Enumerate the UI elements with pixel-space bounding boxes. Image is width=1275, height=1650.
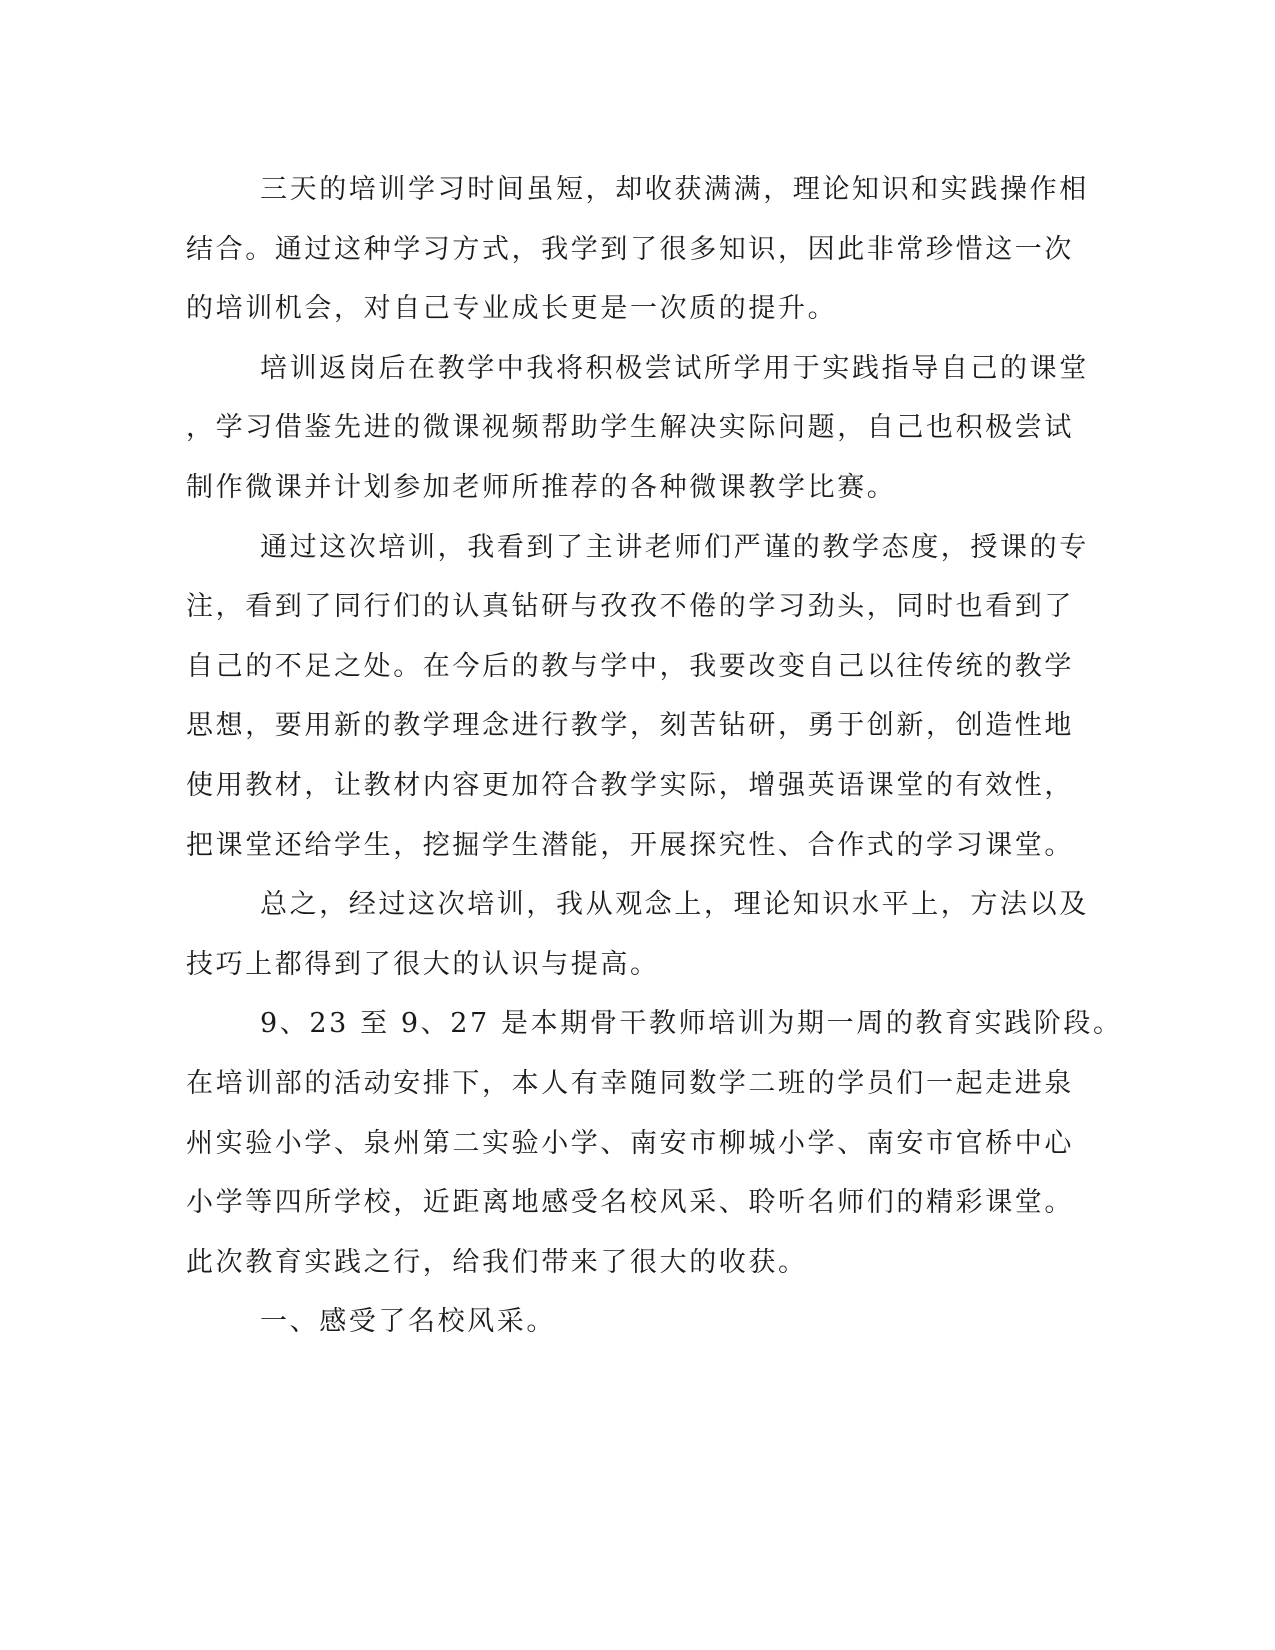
text-line: 州实验小学、泉州第二实验小学、南安市柳城小学、南安市官桥中心 — [186, 1127, 1074, 1159]
text-line: 把课堂还给学生，挖掘学生潜能，开展探究性、合作式的学习课堂。 — [186, 829, 1074, 861]
text-line: 自己的不足之处。在今后的教与学中，我要改变自己以往传统的教学 — [186, 650, 1074, 682]
text-line: 通过这次培训，我看到了主讲老师们严谨的教学态度，授课的专 — [260, 531, 1089, 563]
document-body — [186, 160, 1123, 1352]
text-line: ，学习借鉴先进的微课视频帮助学生解决实际问题，自己也积极尝试 — [186, 412, 1074, 444]
text-line: 总之，经过这次培训，我从观念上，理论知识水平上，方法以及 — [260, 889, 1089, 921]
text-line: 使用教材，让教材内容更加符合教学实际，增强英语课堂的有效性， — [186, 769, 1074, 801]
text-line: 小学等四所学校，近距离地感受名校风采、聆听名师们的精彩课堂。 — [186, 1187, 1074, 1219]
text-line: 的培训机会，对自己专业成长更是一次质的提升。 — [186, 293, 838, 325]
text-line: 技巧上都得到了很大的认识与提高。 — [186, 948, 660, 980]
text-line: 一、感受了名校风采。 — [260, 1306, 556, 1338]
text-line: 在培训部的活动安排下，本人有幸随同数学二班的学员们一起走进泉 — [186, 1067, 1074, 1099]
text-line: 制作微课并计划参加老师所推荐的各种微课教学比赛。 — [186, 471, 897, 503]
text-line: 结合。通过这种学习方式，我学到了很多知识，因此非常珍惜这一次 — [186, 233, 1074, 265]
text-line: 思想，要用新的教学理念进行教学，刻苦钻研，勇于创新，创造性地 — [186, 710, 1074, 742]
text-line: 9、23 至 9、27 是本期骨干教师培训为期一周的教育实践阶段。 — [260, 1008, 1123, 1040]
text-line: 培训返岗后在教学中我将积极尝试所学用于实践指导自己的课堂 — [260, 352, 1089, 384]
text-line: 三天的培训学习时间虽短，却收获满满，理论知识和实践操作相 — [260, 174, 1089, 205]
text-line: 此次教育实践之行，给我们带来了很大的收获。 — [186, 1246, 808, 1278]
text-line: 注，看到了同行们的认真钻研与孜孜不倦的学习劲头，同时也看到了 — [186, 591, 1074, 623]
